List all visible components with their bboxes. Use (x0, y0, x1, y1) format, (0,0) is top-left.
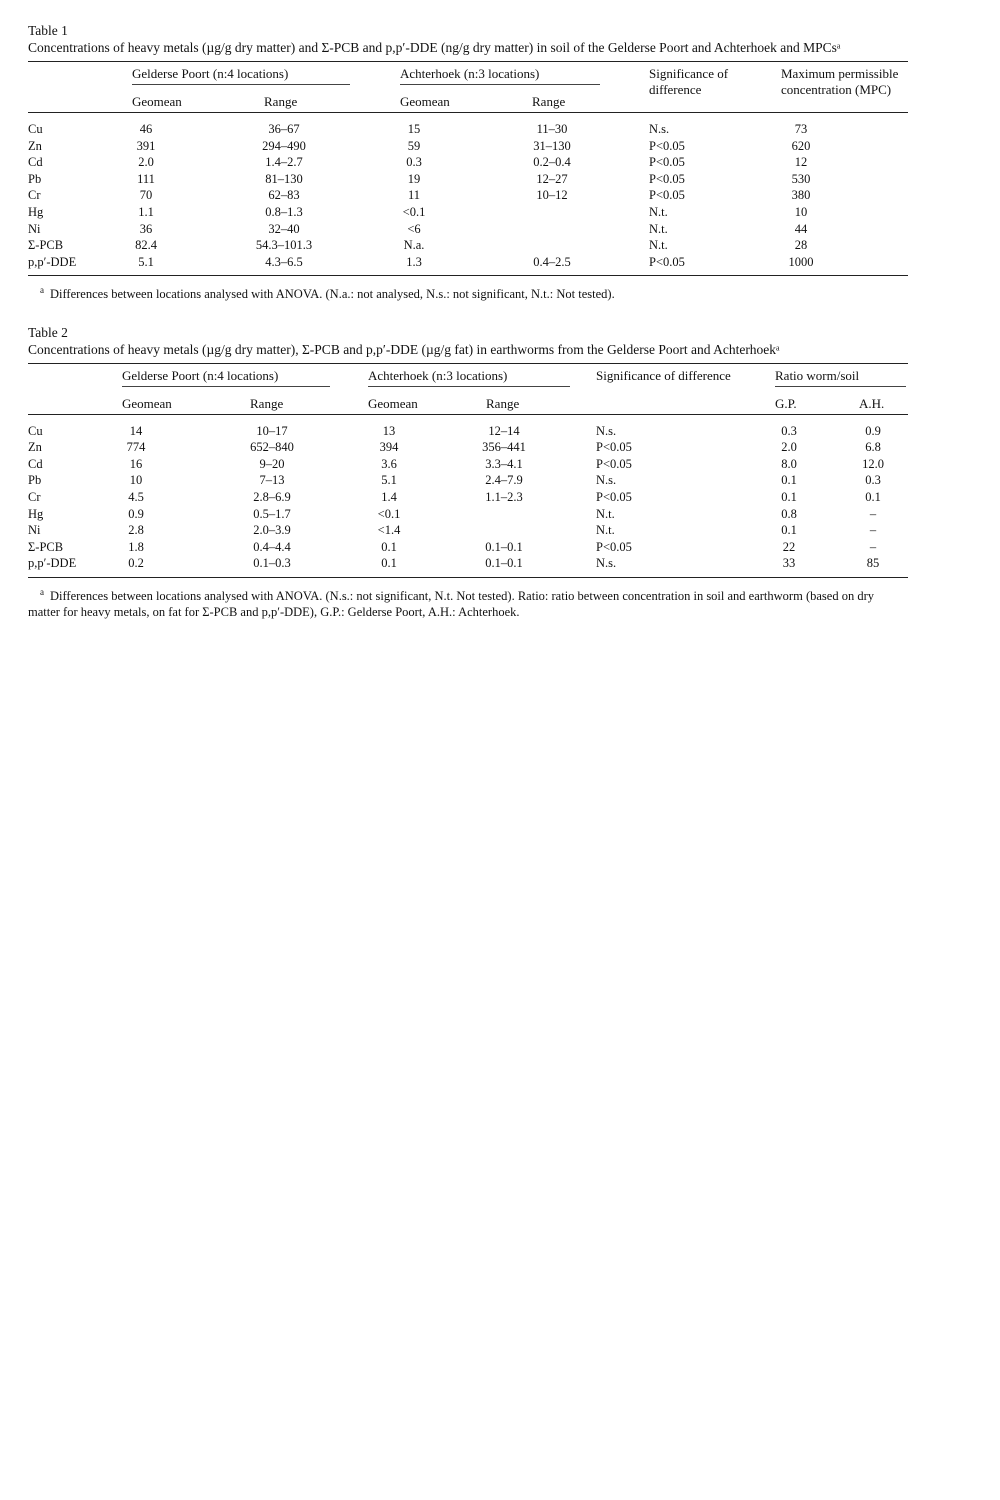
cell-ah-range: 3.3–4.1 (485, 456, 523, 471)
table2-header-ratio-gp: G.P. (775, 395, 797, 411)
cell-name: Cu (28, 423, 43, 438)
cell-name: Pb (28, 171, 42, 186)
cell-ah-range: 0.2–0.4 (533, 155, 571, 170)
table2-header-range-ah: Range (486, 395, 520, 411)
table2-header-significance: Significance of difference (596, 367, 731, 383)
cell-gp-geo: 4.5 (128, 490, 144, 505)
table1-footnote-mark: a (40, 285, 44, 295)
cell-ah-range: 0.1–0.1 (485, 539, 523, 554)
cell-gp-geo: 14 (129, 423, 143, 438)
cell-mpc: 380 (791, 188, 811, 203)
page (28, 22, 908, 621)
cell-ah-geo: 11 (407, 188, 421, 203)
table2-header-range-gp: Range (250, 395, 284, 411)
table2-ah-subrule (368, 386, 570, 387)
cell-gp-range: 62–83 (268, 188, 300, 203)
table1-header-significance: Significance of difference (649, 66, 729, 97)
cell-name: Zn (28, 440, 42, 455)
cell-mpc: 12 (794, 155, 808, 170)
cell-gp-range: 9–20 (259, 456, 285, 471)
cell-name: Hg (28, 506, 44, 521)
table-row (28, 423, 908, 440)
cell-name: Ni (28, 221, 41, 236)
cell-gp-range: 0.8–1.3 (265, 205, 303, 219)
table-row (28, 506, 908, 523)
cell-sig: N.t. (649, 205, 668, 219)
cell-name: p,p′-DDE (28, 254, 77, 269)
cell-gp-range: 0.5–1.7 (253, 506, 291, 521)
table-row (28, 237, 908, 254)
table2-header-geomean-gp: Geomean (122, 395, 172, 411)
table2-footnote (28, 584, 908, 621)
cell-ah-range: 12–14 (488, 423, 520, 438)
table2-gp-subrule (122, 386, 330, 387)
table2-title: Concentrations of heavy metals (µg/g dry matter), Σ-PCB and p,p′-DDE (µg/g fat) in earthworms from the Gelderse Poort and Achterhoekᵃ (28, 341, 780, 357)
cell-sig: N.t. (649, 238, 668, 253)
table-row (28, 221, 908, 238)
table1-header (28, 62, 908, 112)
cell-name: Cr (28, 490, 41, 505)
table2-footnote-text: Differences between locations analysed with ANOVA. (N.s.: not significant, N.t. Not tested). Ratio: ratio between concentration in soil and earthworm (based on dry matter for heavy metals, on fat for Σ-PCB and p,p′-DDE), G.P.: Gelderse Poort, A.H.: Achterhoek. (28, 588, 874, 620)
cell-gp-range: 2.8–6.9 (253, 490, 291, 505)
cell-gp-geo: 2.0 (138, 155, 154, 170)
cell-ah-geo: 1.3 (406, 254, 422, 269)
cell-r-gp: 8.0 (781, 456, 797, 471)
cell-gp-geo: 111 (137, 171, 155, 186)
cell-ah-range: 31–130 (533, 138, 571, 153)
cell-gp-geo: 1.8 (128, 539, 144, 554)
cell-ah-range: 0.1–0.1 (485, 556, 523, 571)
cell-gp-range: 81–130 (265, 171, 303, 186)
table2-footnote-mark: a (40, 586, 44, 597)
cell-r-gp: 22 (782, 539, 796, 554)
cell-r-ah: 12.0 (862, 456, 884, 471)
cell-name: Cr (28, 188, 41, 203)
table1-header-geomean-ah: Geomean (400, 94, 450, 109)
cell-sig: P<0.05 (649, 188, 685, 203)
cell-mpc: 530 (791, 171, 811, 186)
cell-name: Σ-PCB (28, 238, 64, 253)
cell-gp-range: 32–40 (268, 221, 300, 236)
table-row (28, 472, 908, 489)
cell-ah-geo: 0.3 (406, 155, 422, 170)
cell-r-gp: 0.1 (781, 490, 797, 505)
cell-sig: N.s. (596, 423, 617, 438)
cell-name: Cd (28, 155, 43, 170)
cell-sig: P<0.05 (649, 171, 685, 186)
cell-gp-range: 7–13 (259, 473, 285, 488)
cell-r-gp: 0.3 (781, 423, 797, 438)
cell-gp-range: 54.3–101.3 (255, 238, 313, 253)
cell-r-gp: 0.1 (781, 523, 797, 538)
table-row (28, 555, 908, 572)
cell-mpc: 1000 (788, 254, 814, 269)
cell-mpc: 620 (791, 138, 811, 153)
table-row (28, 204, 908, 221)
cell-ah-geo: 13 (382, 423, 396, 438)
cell-ah-geo: <0.1 (377, 506, 401, 521)
cell-sig: N.t. (596, 506, 615, 521)
cell-gp-geo: 0.2 (128, 556, 144, 571)
table-row (28, 522, 908, 539)
cell-gp-range: 294–490 (262, 138, 306, 153)
table2-ratio-subrule (775, 386, 906, 387)
cell-ah-range: 10–12 (536, 188, 568, 203)
table1-label: Table 1 (28, 23, 68, 38)
table2-header (28, 364, 908, 414)
cell-r-ah: 6.8 (865, 440, 881, 455)
cell-r-gp: 33 (782, 556, 796, 571)
cell-gp-geo: 1.1 (138, 205, 154, 219)
cell-sig: P<0.05 (596, 490, 632, 505)
table1-header-geomean-gp: Geomean (132, 94, 182, 109)
table1-header-achterhoek: Achterhoek (n:3 locations) (400, 66, 540, 81)
cell-r-gp: 2.0 (781, 440, 797, 455)
cell-gp-range: 1.4–2.7 (265, 155, 303, 170)
cell-sig: N.s. (596, 556, 617, 571)
table-row (28, 171, 908, 188)
table-row (28, 154, 908, 171)
table-row (28, 121, 908, 138)
cell-gp-range: 36–67 (268, 122, 300, 136)
cell-mpc: 28 (794, 238, 808, 253)
cell-mpc: 73 (794, 122, 808, 136)
cell-ah-range: 1.1–2.3 (485, 490, 523, 505)
table-row (28, 439, 908, 456)
cell-ah-geo: 15 (407, 122, 421, 136)
cell-r-gp: 0.8 (781, 506, 797, 521)
cell-sig: P<0.05 (596, 456, 632, 471)
cell-sig: P<0.05 (596, 440, 632, 455)
cell-gp-geo: 774 (126, 440, 146, 455)
cell-r-ah: 0.1 (865, 490, 881, 505)
cell-gp-geo: 391 (136, 138, 156, 153)
table1-header-range-gp: Range (264, 94, 298, 109)
cell-gp-range: 10–17 (256, 423, 288, 438)
cell-name: p,p′-DDE (28, 556, 77, 571)
cell-ah-range: 0.4–2.5 (533, 254, 571, 269)
cell-r-ah: 0.9 (865, 423, 881, 438)
cell-sig: N.s. (649, 122, 670, 136)
table1-bottom-rule (28, 275, 908, 276)
table1-header-gelderse-poort: Gelderse Poort (n:4 locations) (132, 66, 289, 81)
cell-gp-range: 4.3–6.5 (265, 254, 303, 269)
cell-gp-range: 0.1–0.3 (253, 556, 291, 571)
cell-sig: N.t. (596, 523, 615, 538)
cell-name: Cu (28, 122, 43, 136)
table-row (28, 489, 908, 506)
cell-ah-range: 11–30 (536, 122, 568, 136)
table2-header-achterhoek: Achterhoek (n:3 locations) (368, 367, 508, 383)
table2-caption (28, 324, 908, 358)
cell-name: Zn (28, 138, 42, 153)
cell-name: Cd (28, 456, 43, 471)
table1-header-mpc: Maximum permissible concentration (MPC) (781, 66, 899, 97)
cell-ah-geo: <6 (407, 221, 421, 236)
cell-gp-geo: 70 (139, 188, 153, 203)
table1-body (28, 113, 908, 275)
table2-bottom-rule (28, 577, 908, 578)
table1-footnote-text: Differences between locations analysed with ANOVA. (N.a.: not analysed, N.s.: not significant, N.t.: Not tested). (50, 287, 615, 302)
cell-gp-geo: 36 (139, 221, 153, 236)
cell-gp-range: 0.4–4.4 (253, 539, 291, 554)
cell-gp-geo: 0.9 (128, 506, 144, 521)
cell-gp-range: 2.0–3.9 (253, 523, 291, 538)
cell-ah-range: 2.4–7.9 (485, 473, 523, 488)
table-row (28, 138, 908, 155)
cell-name: Σ-PCB (28, 539, 64, 554)
table1-footnote (28, 282, 908, 303)
cell-r-ah: 85 (866, 556, 880, 571)
table-row (28, 254, 908, 271)
cell-gp-geo: 2.8 (128, 523, 144, 538)
cell-gp-geo: 5.1 (138, 254, 154, 269)
cell-ah-geo: 1.4 (381, 490, 397, 505)
cell-gp-geo: 10 (129, 473, 143, 488)
cell-ah-geo: 394 (379, 440, 399, 455)
cell-ah-geo: 3.6 (381, 456, 397, 471)
cell-mpc: 10 (794, 205, 808, 219)
table2-header-ratio: Ratio worm/soil (775, 367, 860, 383)
table2-label: Table 2 (28, 324, 68, 340)
table2-body (28, 415, 908, 577)
cell-r-ah: – (869, 539, 877, 554)
cell-ah-range: 12–27 (536, 171, 568, 186)
cell-r-ah: – (869, 506, 877, 521)
cell-gp-geo: 46 (139, 122, 153, 136)
table-row (28, 539, 908, 556)
cell-name: Pb (28, 473, 42, 488)
table1-caption (28, 22, 908, 56)
cell-gp-range: 652–840 (250, 440, 294, 455)
cell-ah-range: 356–441 (482, 440, 526, 455)
cell-r-gp: 0.1 (781, 473, 797, 488)
table1-title: Concentrations of heavy metals (µg/g dry matter) and Σ-PCB and p,p′-DDE (ng/g dry matter) in soil of the Gelderse Poort and Achterhoek and MPCsᵃ (28, 40, 841, 55)
cell-ah-geo: 59 (407, 138, 421, 153)
cell-r-ah: 0.3 (865, 473, 881, 488)
table-row (28, 456, 908, 473)
cell-r-ah: – (869, 523, 877, 538)
cell-ah-geo: <0.1 (402, 205, 426, 219)
table2-header-geomean-ah: Geomean (368, 395, 418, 411)
cell-ah-geo: N.a. (403, 238, 425, 253)
cell-name: Hg (28, 205, 44, 219)
cell-sig: P<0.05 (649, 138, 685, 153)
table1-ah-subrule (400, 84, 600, 85)
table2-header-gelderse-poort: Gelderse Poort (n:4 locations) (122, 367, 279, 383)
cell-sig: P<0.05 (649, 155, 685, 170)
cell-sig: N.t. (649, 221, 668, 236)
cell-ah-geo: 0.1 (381, 556, 397, 571)
cell-mpc: 44 (794, 221, 808, 236)
cell-ah-geo: 5.1 (381, 473, 397, 488)
cell-ah-geo: 0.1 (381, 539, 397, 554)
cell-sig: N.s. (596, 473, 617, 488)
table2-header-ratio-ah: A.H. (859, 395, 885, 411)
cell-ah-geo: 19 (407, 171, 421, 186)
cell-sig: P<0.05 (649, 254, 685, 269)
table1-gp-subrule (132, 84, 350, 85)
table1-header-range-ah: Range (532, 94, 566, 109)
cell-gp-geo: 82.4 (135, 238, 157, 253)
cell-gp-geo: 16 (129, 456, 143, 471)
cell-ah-geo: <1.4 (377, 523, 401, 538)
cell-sig: P<0.05 (596, 539, 632, 554)
table-row (28, 187, 908, 204)
cell-name: Ni (28, 523, 41, 538)
